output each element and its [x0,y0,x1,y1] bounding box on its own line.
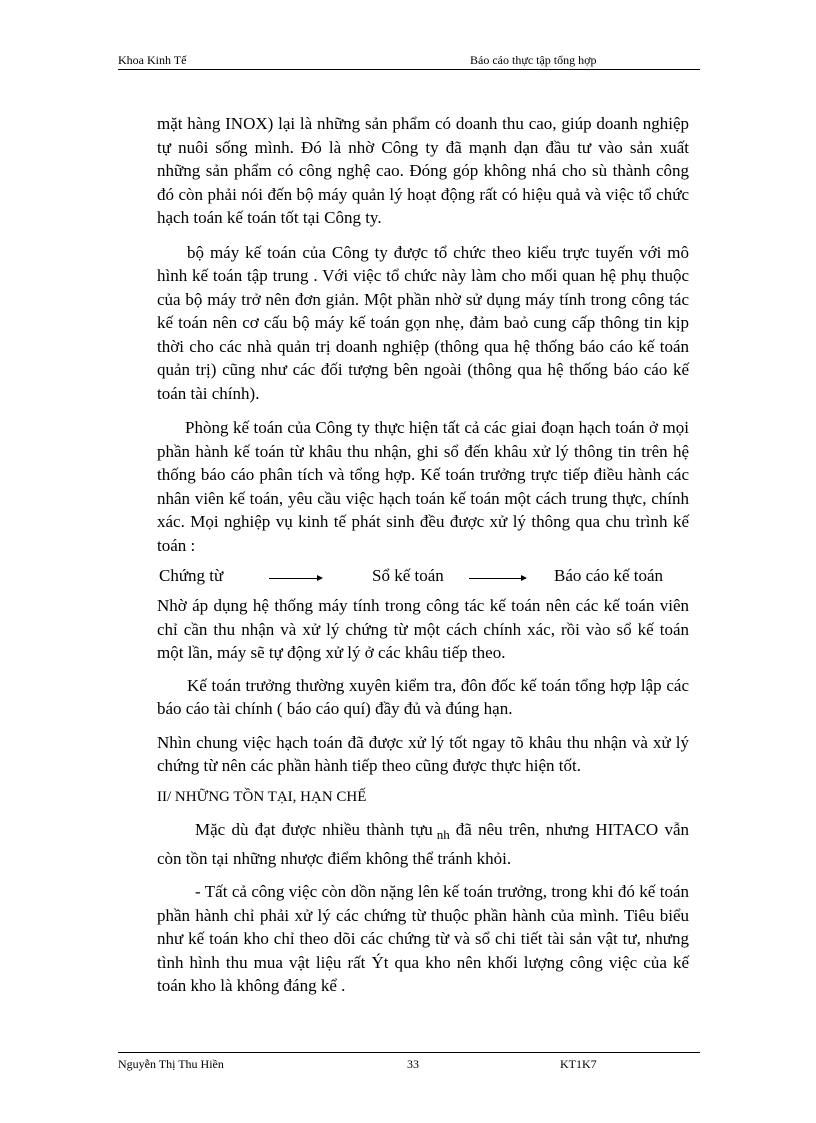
footer-class: KT1K7 [560,1057,597,1071]
paragraph-7-subscript: nh [436,827,450,842]
paragraph-5: Kế toán trưởng thường xuyên kiểm tra, đôn đốc kế toán tổng hợp lập các báo cáo tài chính ( báo cáo quí) đầy đủ và đúng hạn. [157,675,689,718]
paragraph-2: bộ máy kế toán của Công ty được tổ chức theo kiểu trực tuyến với mô hình kế toán tập trung . Với việc tổ chức này làm cho mối quan hệ phụ thuộc của bộ máy trở nên đơn giản. Một phần nhờ sử dụng máy tính trong công tác kế toán nên cơ cấu bộ máy kế toán gọn nhẹ, đảm baỏ cung cấp thông tin kịp thời cho các nhà quản trị doanh nghiệp (thông qua hệ thống báo cáo kế toán quản trị) cũng như các đối tượng bên ngoài (thông qua hệ thống báo cáo kế toán tài chính). [157,242,689,403]
paragraph-7 [157,818,689,870]
paragraph-7-end: đã nêu trên, nhưng HITACO vẫn còn tồn tại những nhược điểm không thể tránh khỏi. [157,820,690,868]
flow-step-report: Báo cáo kế toán [554,566,664,585]
flow-step-vouchers: Chứng từ [159,566,224,585]
paragraph-4: Nhờ áp dụng hệ thống máy tính trong công tác kế toán nên các kế toán viên chỉ cần thu nhận và xử lý chứng từ một cách chính xác, rồi vào sổ kế toán một lần, máy sẽ tự động xử lý ở các khâu tiếp theo. [157,596,689,662]
flow-arrow-1 [269,578,321,579]
paragraph-6: Nhìn chung việc hạch toán đã được xử lý tốt ngay tõ khâu thu nhận và xử lý chứng từ nên các phần hành tiếp theo cũng được thực hiện tốt. [157,732,689,775]
footer-author: Nguyễn Thị Thu Hiền [118,1057,224,1071]
paragraph-7-start: Mặc dù đạt được nhiều thành tựu [195,820,433,839]
paragraph-1: mặt hàng INOX) lại là những sản phẩm có doanh thu cao, giúp doanh nghiệp tự nuôi sống mình. Đó là nhờ Công ty đã mạnh dạn đầu tư vào sản xuất những sản phẩm có công nghệ cao. Đóng góp không nhá cho sù thành công đó còn phải nói đến bộ máy quản lý hoạt động rất có hiệu quả và việc tổ chức hạch toán kế toán tốt tại Công ty. [157,114,689,227]
flow-step-ledger: Sổ kế toán [372,566,444,585]
section-heading: II/ NHỮNG TỒN TẠI, HẠN CHẾ [157,788,367,805]
header-faculty: Khoa Kinh Tế [118,53,187,67]
page-header [118,52,698,68]
page-footer [118,1056,698,1072]
page-body [157,112,689,998]
header-report-title: Báo cáo thực tập tổng hợp [470,53,597,67]
accounting-cycle-flow [157,564,689,590]
header-rule [118,69,700,70]
flow-arrow-2 [469,578,525,579]
footer-rule [118,1052,700,1053]
page-number: 33 [407,1057,419,1071]
paragraph-8: - Tất cả công việc còn dồn nặng lên kế toán trưởng, trong khi đó kế toán phần hành chỉ phải xử lý các chứng từ thuộc phần hành của mình. Tiêu biểu như kế toán kho chỉ theo dõi các chứng từ và sổ chi tiết tài sản vật tư, nhưng tình hình thu mua vật liệu rất Ýt qua kho nên khối lượng công việc của kế toán kho là không đáng kể . [157,882,689,995]
paragraph-3: Phòng kế toán của Công ty thực hiện tất cả các giai đoạn hạch toán ở mọi phần hành kế toán từ khâu thu nhận, ghi sổ đến khâu xử lý thông tin trên hệ thống báo cáo phân tích và tổng hợp. Kế toán trưởng trực tiếp điều hành các nhân viên kế toán, yêu cầu việc hạch toán kế toán một cách trung thực, chính xác. Mọi nghiệp vụ kinh tế phát sinh đều được xử lý thông qua chu trình kế toán : [157,418,689,555]
